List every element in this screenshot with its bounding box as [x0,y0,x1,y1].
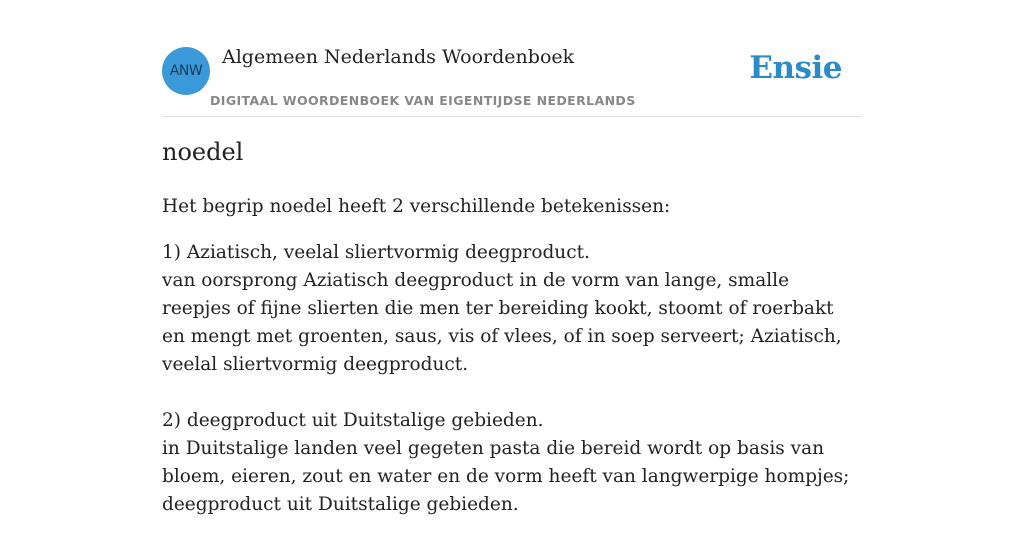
sense-definition: van oorsprong Aziatisch deegproduct in de vorm van lange, smalle reepjes of fijne slierten die men ter bereiding kookt, stoomt of roerbakt en mengt met groenten, saus, vis of vlees, of in soep serveert; Aziatisch, veelal sliertvormig deegproduct. [162,270,842,375]
anw-logo[interactable]: ANW [162,47,210,95]
sense-list [162,239,862,547]
sense-summary: 2) deegproduct uit Duitstalige gebieden. [162,410,544,431]
headword: noedel [162,138,244,166]
page-container [162,0,862,515]
site-subtitle: DIGITAAL WOORDENBOEK VAN EIGENTIJDSE NEDERLANDS [210,93,636,108]
intro-text: Het begrip noedel heeft 2 verschillende betekenissen: [162,196,671,217]
sense-summary: 1) Aziatisch, veelal sliertvormig deegproduct. [162,242,590,263]
sense-item [162,239,862,379]
site-title[interactable]: Algemeen Nederlands Woordenboek [222,46,575,68]
site-header [162,0,862,117]
sense-item [162,407,862,519]
ensie-logo[interactable]: Ensie [749,50,842,86]
sense-definition: in Duitstalige landen veel gegeten pasta die bereid wordt op basis van bloem, eieren, zout en water en de vorm heeft van langwerpige hompjes; deegproduct uit Duitstalige gebieden. [162,438,850,515]
